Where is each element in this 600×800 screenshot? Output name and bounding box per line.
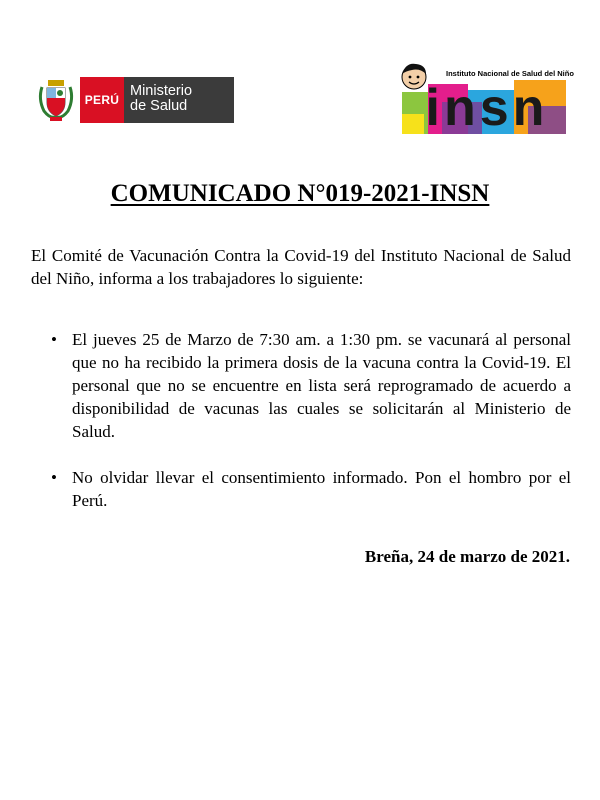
insn-logo	[398, 62, 574, 137]
bullet-icon: •	[51, 468, 57, 487]
insn-wordmark: insn	[425, 79, 549, 137]
ministerio-de-salud-logo	[36, 77, 234, 123]
ministerio-label	[124, 77, 234, 123]
list-item	[31, 328, 571, 443]
intro-paragraph: El Comité de Vacunación Contra la Covid-19 del Instituto Nacional de Salud del Niño, informa a los trabajadores lo siguiente:	[31, 246, 571, 288]
peru-coat-of-arms-icon	[36, 77, 76, 123]
list-item-text: El jueves 25 de Marzo de 7:30 am. a 1:30 pm. se vacunará al personal que no ha recibido la primera dosis de la vacuna contra la Covid-19. El personal que no se encuentre en lista será reprogramado de acuerdo a disponibilidad de vacunas las cuales se solicitarán al Ministerio de Salud.	[72, 330, 571, 441]
ministerio-line-2: de Salud	[130, 98, 188, 114]
announcement-list	[31, 328, 571, 535]
peru-label: PERÚ	[80, 77, 124, 123]
insn-caption: Instituto Nacional de Salud del Niño	[446, 69, 574, 78]
bullet-icon: •	[51, 330, 57, 349]
list-item	[31, 466, 571, 512]
closing-date: Breña, 24 de marzo de 2021.	[364, 547, 570, 566]
ministerio-line-1: Ministerio	[130, 83, 193, 99]
document-title: COMUNICADO N°019-2021-INSN	[110, 180, 490, 207]
list-item-text: No olvidar llevar el consentimiento informado. Pon el hombro por el Perú.	[72, 468, 571, 510]
